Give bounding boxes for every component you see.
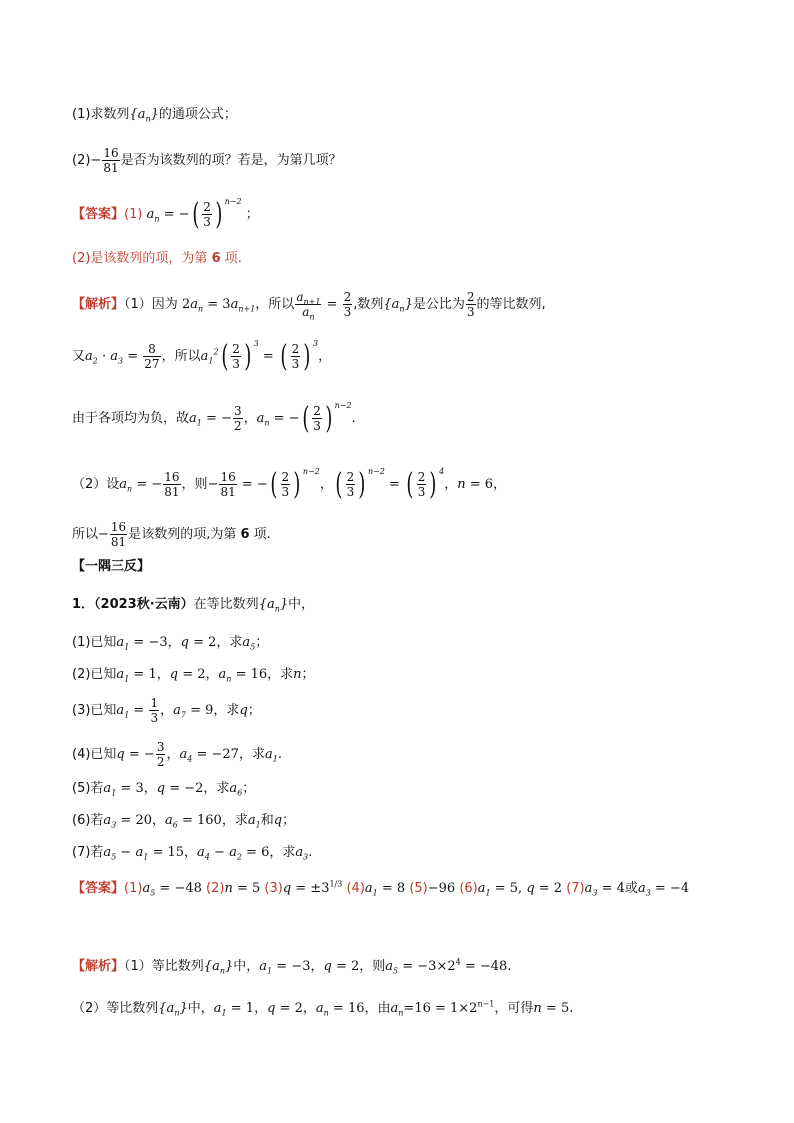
answer-block-2: 【答案】$(1)a_5 = -48$ (2)n = 5 $(3)q = \pm 3^{1/3}$ $(4)a_1 = 8$ (5)−96 $(6)a_1 = 5$, q = 2 $(7)a_3 = 4$或$a_3 = -4$ bbox=[72, 879, 690, 898]
analysis-2: 又$a_2 \cdot a_3$ = $\frac{8}{27}$ ，所以$a_1^2$( $\frac{2}{3}$ ) $^3$ = ( $\frac{2}{3}$ ) $^3$， bbox=[72, 338, 332, 374]
sub-2: (2)已知$a_1 = 1$，q = 2，$a_n = 16$，求n； bbox=[72, 667, 315, 684]
analysis-5: 所以− $\frac{16}{81}$ 是该数列的项,为第 6 项. bbox=[72, 520, 271, 549]
section-heading: 【一隅三反】 bbox=[72, 559, 151, 574]
sub-4: (4)已知q = − $\frac{3}{2}$ ，$a_4 = -27$，求$a_1$. bbox=[72, 740, 282, 769]
question-1: (1)求数列$\{a_n\}$的通项公式； bbox=[72, 107, 237, 124]
analysis-3: 由于各项均为负，故$a_1$ = − $\frac{3}{2}$ ，$a_n$ = −( $\frac{2}{3}$ ) $^{n-2}$. bbox=[72, 400, 356, 436]
answer-1: 【答案】(1) $a_n$ = −( $\frac{2}{3}$ ) $^{n-2}$ ； bbox=[72, 196, 259, 232]
question-2: (2)− $\frac{16}{81}$ 是否为该数列的项？若是，为第几项？ bbox=[72, 146, 342, 175]
sub-1: (1)已知$a_1 = -3$，q = 2，求$a_5$； bbox=[72, 635, 269, 652]
analysis-4: （2）设$a_n$ = − $\frac{16}{81}$ ，则− $\frac{16}{81}$ = −( $\frac{2}{3}$ ) $^{n-2}$，( $\frac{2}{3}$ ) $^{n-2}$ = ( $\frac{2}{3}$ ) $^4$，n = 6， bbox=[72, 466, 507, 502]
sub-7: (7)若$a_5 - a_1 = 15$，$a_4 - a_2 = 6$，求$a_3$. bbox=[72, 845, 313, 862]
analysis-1: 【解析】（1）因为 $2a_n = 3a_{n+1}$，所以 $\frac{a_{n+1}}{a_n}$ = $\frac{2}{3}$ ,数列$\{a_n\}$是公比为 $\frac{2}{3}$ 的等比数列, bbox=[72, 290, 546, 322]
answer-2: (2)是该数列的项，为第 6 项. bbox=[72, 251, 242, 266]
sub-3: (3)已知$a_1$ = $\frac{1}{3}$ ，$a_7 = 9$，求q； bbox=[72, 696, 261, 725]
analysis-block-2-1: 【解析】（1）等比数列$\{a_n\}$中，$a_1 = -3$，q = 2，则$a_5 = -3\times 2^4 = -48$. bbox=[72, 957, 512, 976]
problem-1: 1．（2023秋·云南）在等比数列$\{a_n\}$中， bbox=[72, 597, 315, 614]
analysis-block-2-2: （2）等比数列$\{a_n\}$中，$a_1 = 1$，q = 2，$a_n = 16$，由$a_n=16 = 1\times 2^{n-1}$，可得n = 5. bbox=[72, 999, 574, 1018]
sub-5: (5)若$a_1 = 3$，q = −2，求$a_6$； bbox=[72, 781, 256, 798]
sub-6: (6)若$a_3 = 20$，$a_6 = 160$，求$a_1$和q； bbox=[72, 813, 296, 830]
